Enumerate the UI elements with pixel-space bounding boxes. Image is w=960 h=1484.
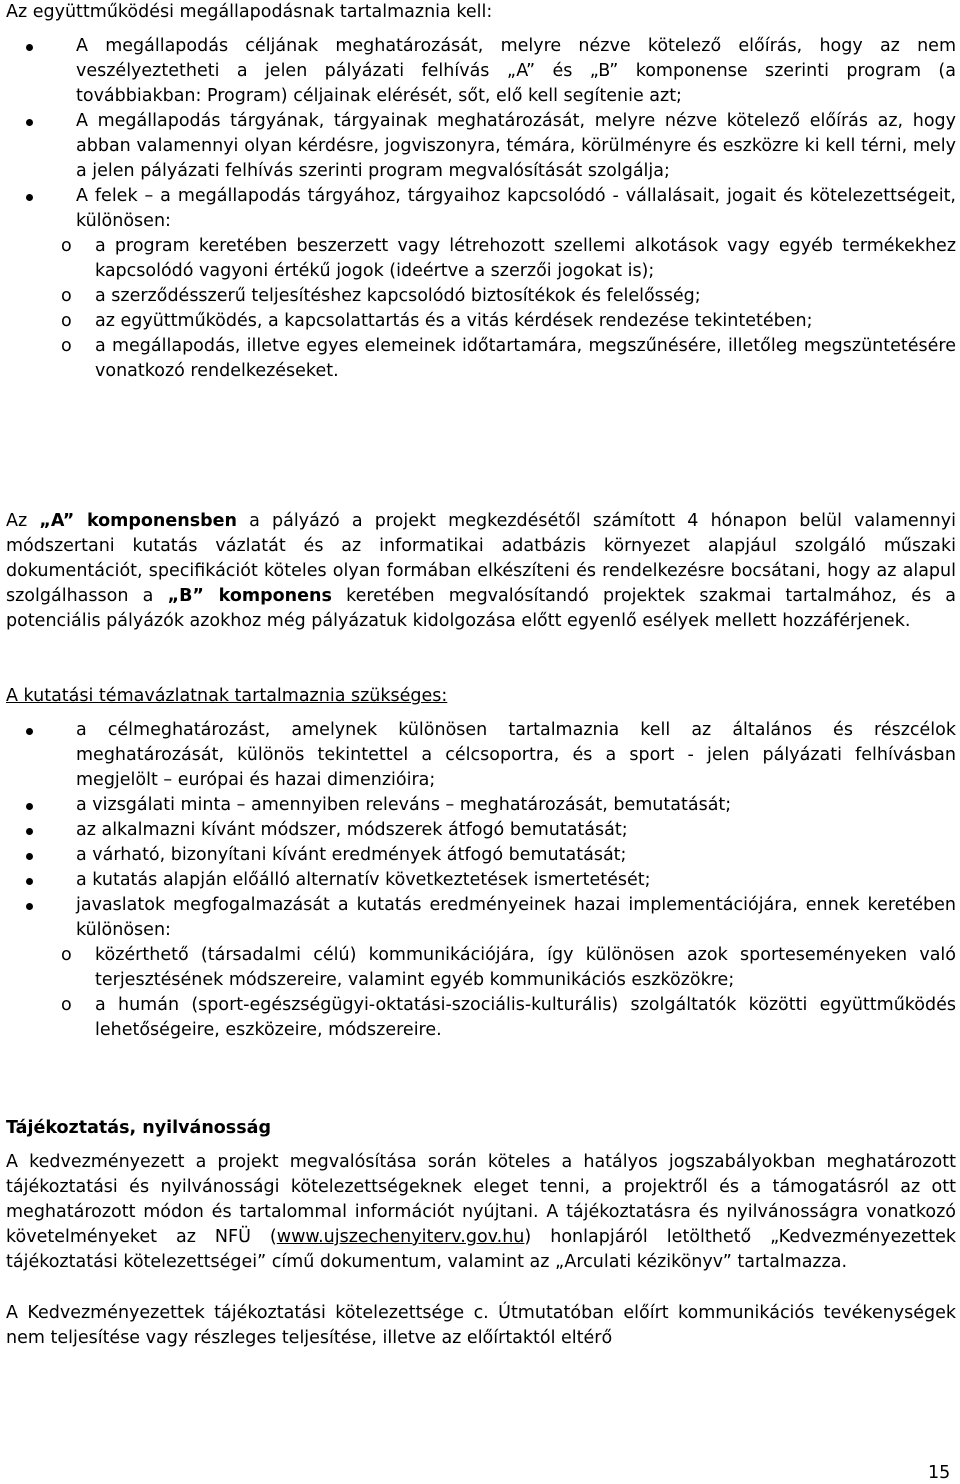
list-item: A megállapodás tárgyának, tárgyainak meghatározását, melyre nézve kötelező előírás az, hogy abban valamennyi olyan kérdésre, jogviszonyra, témára, körülményre és eszközre ki kell térni, mely a jelen pályázati felhívás szerinti program megvalósítását szolgálja;: [6, 109, 956, 184]
website-link[interactable]: www.ujszechenyiterv.gov.hu: [276, 1227, 525, 1247]
paragraph-text: ) honlapjáról letölthető „Kedvezményezettek tájékoztatási kötelezettségei” című dokumentum, valamint az „Arculati kézikönyv” tartalmazza.: [6, 1227, 957, 1272]
sub-item-text: a megállapodás, illetve egyes elemeinek időtartamára, megszűnésére, illetőleg megszüntetésére vonatkozó rendelkezéseket.: [95, 336, 956, 381]
research-sub-list: [6, 943, 956, 1043]
research-outline-heading: A kutatási témavázlatnak tartalmaznia szükséges:: [6, 686, 448, 706]
sub-list-item: [6, 993, 956, 1043]
list-item: A megállapodás céljának meghatározását, melyre nézve kötelező előírás, hogy az nem veszélyeztetheti a jelen pályázati felhívás „A” és „B” komponense szerinti program (a továbbiakban: Program) céljainak elérését, sőt, elő kell segítenie azt;: [6, 34, 956, 109]
list-item: A felek – a megállapodás tárgyához, tárgyaihoz kapcsolódó - vállalásait, jogait és kötelezettségeit, különösen:: [6, 184, 956, 234]
list-item: a kutatás alapján előálló alternatív következtetések ismertetését;: [6, 868, 956, 893]
list-item: az alkalmazni kívánt módszer, módszerek átfogó bemutatását;: [6, 818, 956, 843]
paragraph-text: Az: [6, 511, 40, 531]
sub-list-item: [6, 943, 956, 993]
paragraph-text: A kedvezményezett a projekt megvalósítása során köteles a hatályos jogszabályokban meghatározott tájékoztatási és nyilvánossági kötelezettségeknek eleget tenni, a projektről és a támogatásról az ott meghatározott módon és tartalommal információt nyújtani. A tájékoztatásra és nyilvánosságra vonatkozó követelményeket az NFÜ (: [6, 1152, 956, 1247]
sub-list-item: [6, 284, 956, 309]
component-b-emphasis: „B” komponens: [167, 586, 332, 606]
sub-item-text: a program keretében beszerzett vagy létrehozott szellemi alkotások vagy egyéb termékekhez kapcsolódó vagyoni értékű jogok (ideértve a szerzői jogokat is);: [95, 236, 956, 281]
sub-marker: o: [61, 236, 72, 256]
sub-item-text: a szerződésszerű teljesítéshez kapcsolódó biztosítékok és felelősség;: [95, 286, 701, 306]
agreement-sub-list: [6, 234, 956, 384]
sub-item-text: az együttműködés, a kapcsolattartás és a vitás kérdések rendezése tekintetében;: [95, 311, 813, 331]
sub-item-text: a humán (sport-egészségügyi-oktatási-szociális-kulturális) szolgáltatók közötti együttműködés lehetőségeire, eszközeire, módszereire.: [95, 995, 956, 1040]
sub-marker: o: [61, 336, 72, 356]
component-a-paragraph: [6, 509, 956, 634]
sub-marker: o: [61, 286, 72, 306]
sub-item-text: közérthető (társadalmi célú) kommunikációjára, így különösen azok sporteseményeken való terjesztésének módszereire, valamint egyéb kommunikációs eszközökre;: [95, 945, 956, 990]
publicity-paragraph: [6, 1150, 956, 1275]
list-item: a vizsgálati minta – amennyiben releváns – meghatározását, bemutatását;: [6, 793, 956, 818]
publicity-section: [6, 1116, 956, 1351]
sub-marker: o: [61, 995, 72, 1015]
sub-list-item: [6, 334, 956, 384]
publicity-paragraph-2: A Kedvezményezettek tájékoztatási kötelezettsége c. Útmutatóban előírt kommunikációs tevékenységek nem teljesítése vagy részleges teljesítése, illetve az előírtaktól eltérő: [6, 1303, 956, 1348]
sub-list-item: [6, 309, 956, 334]
list-item: a várható, bizonyítani kívánt eredmények átfogó bemutatását;: [6, 843, 956, 868]
component-a-emphasis: „A” komponensben: [39, 511, 237, 531]
agreement-bullet-list: [6, 34, 956, 234]
sub-list-item: [6, 234, 956, 284]
agreement-heading: Az együttműködési megállapodásnak tartalmaznia kell:: [6, 2, 493, 22]
agreement-section: [6, 0, 956, 384]
list-item: javaslatok megfogalmazását a kutatás eredményeinek hazai implementációjára, ennek keretében különösen:: [6, 893, 956, 943]
list-item: a célmeghatározást, amelynek különösen tartalmaznia kell az általános és részcélok meghatározását, különös tekintettel a célcsoportra, és a sport - jelen pályázati felhívásban megjelölt – európai és hazai dimenzióira;: [6, 718, 956, 793]
research-bullet-list: [6, 718, 956, 943]
research-outline-section: [6, 684, 956, 1043]
sub-marker: o: [61, 311, 72, 331]
paragraph-text: keretében megvalósítandó projektek szakmai tartalmához, és a potenciális pályázók azokhoz még pályázatuk kidolgozása előtt egyenlő esélyek mellett hozzáférjenek.: [6, 586, 957, 631]
sub-marker: o: [61, 945, 72, 965]
paragraph-text: a pályázó a projekt megkezdésétől számított 4 hónapon belül valamennyi módszertani kutatás vázlatát és az informatikai adatbázis környezet alapjául szolgáló műszaki dokumentációt, specifikációt köteles olyan formában elkészíteni és rendelkezésre bocsátani, hogy az alapul szolgálhasson a: [6, 511, 956, 606]
page-number: 15: [928, 1463, 951, 1483]
publicity-heading: Tájékoztatás, nyilvánosság: [6, 1118, 271, 1138]
